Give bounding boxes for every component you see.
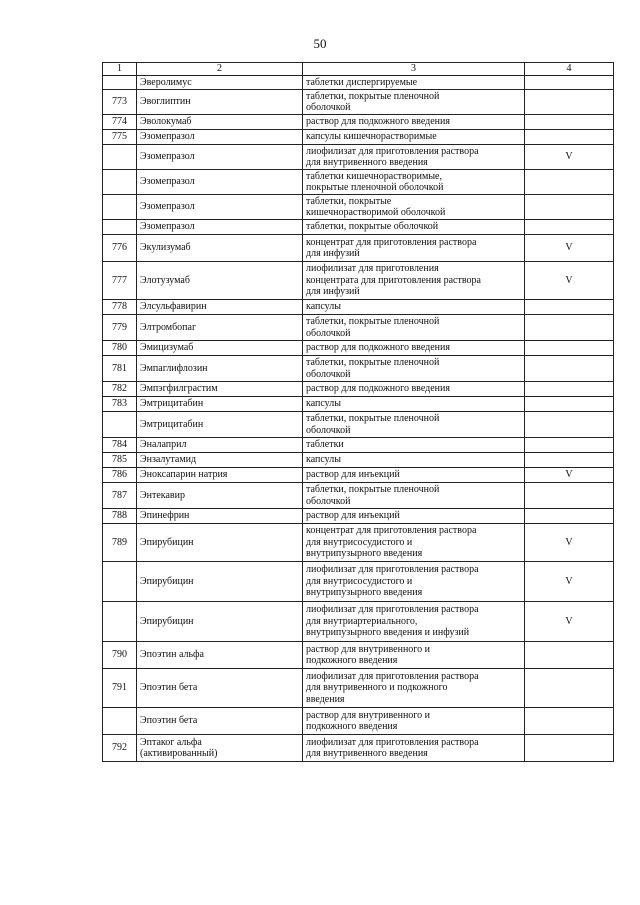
table-row [103,170,614,195]
vital-mark [525,195,614,220]
dosage-form: раствор для инъекций [303,468,525,483]
row-number: 785 [103,453,137,468]
dosage-form: концентрат для приготовления раствора для внутрисосудистого и внутрипузырного введения [303,524,525,562]
vital-mark: V [525,468,614,483]
vital-mark [525,130,614,145]
drug-name: Эпоэтин бета [137,669,303,708]
row-number: 781 [103,356,137,382]
drug-name: Эзомепразол [137,145,303,170]
dosage-form: лиофилизат для приготовления концентрата для приготовления раствора для инфузий [303,262,525,300]
dosage-form: лиофилизат для приготовления раствора для внутривенного и подкожного введения [303,669,525,708]
drug-name: Эпирубицин [137,562,303,602]
dosage-form: раствор для подкожного введения [303,341,525,356]
drug-name: Эзомепразол [137,220,303,235]
row-number [103,602,137,642]
table-row [103,315,614,341]
table-row [103,356,614,382]
drug-name: Эпоэтин бета [137,708,303,735]
row-number: 790 [103,642,137,669]
row-number: 783 [103,397,137,412]
row-number: 792 [103,735,137,762]
vital-mark [525,315,614,341]
dosage-form: таблетки, покрытые пленочной оболочкой [303,90,525,115]
drug-name: Эпинефрин [137,509,303,524]
table-row [103,509,614,524]
row-number [103,412,137,438]
vital-mark [525,341,614,356]
row-number [103,145,137,170]
vital-mark: V [525,602,614,642]
drug-name: Эптаког альфа (активированный) [137,735,303,762]
dosage-form: таблетки кишечнорастворимые, покрытые пленочной оболочкой [303,170,525,195]
row-number [103,708,137,735]
table-row [103,397,614,412]
table-row [103,300,614,315]
table-row [103,76,614,90]
row-number: 787 [103,483,137,509]
table-row [103,130,614,145]
vital-mark [525,642,614,669]
drug-table [102,62,614,762]
dosage-form: таблетки, покрытые кишечнорастворимой оболочкой [303,195,525,220]
vital-mark [525,115,614,130]
vital-mark: V [525,262,614,300]
row-number: 779 [103,315,137,341]
vital-mark [525,412,614,438]
dosage-form: таблетки, покрытые пленочной оболочкой [303,412,525,438]
dosage-form: таблетки, покрытые пленочной оболочкой [303,483,525,509]
vital-mark [525,170,614,195]
vital-mark: V [525,145,614,170]
dosage-form: капсулы кишечнорастворимые [303,130,525,145]
dosage-form: концентрат для приготовления раствора для инфузий [303,235,525,262]
drug-name: Эзомепразол [137,130,303,145]
vital-mark [525,76,614,90]
drug-name: Эмтрицитабин [137,412,303,438]
table-row [103,438,614,453]
row-number [103,195,137,220]
table-row [103,642,614,669]
row-number: 774 [103,115,137,130]
table-row [103,90,614,115]
row-number: 788 [103,509,137,524]
table-row [103,524,614,562]
vital-mark [525,397,614,412]
drug-name: Энзалутамид [137,453,303,468]
dosage-form: таблетки [303,438,525,453]
vital-mark: V [525,235,614,262]
table-row [103,735,614,762]
drug-name: Эверолимус [137,76,303,90]
drug-name: Эналаприл [137,438,303,453]
row-number [103,220,137,235]
vital-mark [525,438,614,453]
dosage-form: таблетки диспергируемые [303,76,525,90]
row-number: 784 [103,438,137,453]
table-header-row [103,63,614,76]
dosage-form: лиофилизат для приготовления раствора для внутрисосудистого и внутрипузырного введения [303,562,525,602]
row-number: 789 [103,524,137,562]
drug-name: Эмтрицитабин [137,397,303,412]
dosage-form: раствор для подкожного введения [303,115,525,130]
drug-name: Элтромбопаг [137,315,303,341]
drug-name: Эпоэтин альфа [137,642,303,669]
table-row [103,468,614,483]
row-number: 773 [103,90,137,115]
drug-name: Эмпэгфилграстим [137,382,303,397]
table-row [103,602,614,642]
dosage-form: таблетки, покрытые пленочной оболочкой [303,356,525,382]
row-number [103,76,137,90]
dosage-form: таблетки, покрытые оболочкой [303,220,525,235]
drug-name: Экулизумаб [137,235,303,262]
row-number: 778 [103,300,137,315]
dosage-form: таблетки, покрытые пленочной оболочкой [303,315,525,341]
table-row [103,708,614,735]
drug-name: Энтекавир [137,483,303,509]
column-header-1: 1 [103,63,137,76]
vital-mark [525,356,614,382]
row-number [103,562,137,602]
dosage-form: раствор для подкожного введения [303,382,525,397]
row-number [103,170,137,195]
column-header-4: 4 [525,63,614,76]
vital-mark [525,453,614,468]
row-number: 780 [103,341,137,356]
drug-name: Эзомепразол [137,195,303,220]
column-header-2: 2 [137,63,303,76]
dosage-form: капсулы [303,453,525,468]
vital-mark [525,90,614,115]
drug-name: Эноксапарин натрия [137,468,303,483]
dosage-form: капсулы [303,300,525,315]
table-row [103,483,614,509]
dosage-form: раствор для инъекций [303,509,525,524]
dosage-form: капсулы [303,397,525,412]
column-header-3: 3 [303,63,525,76]
vital-mark: V [525,562,614,602]
drug-name: Эпирубицин [137,602,303,642]
table-row [103,669,614,708]
table-row [103,412,614,438]
vital-mark [525,509,614,524]
page-number: 50 [313,36,327,51]
row-number: 775 [103,130,137,145]
table-row [103,562,614,602]
drug-name: Эвоглиптин [137,90,303,115]
vital-mark: V [525,524,614,562]
table-row [103,145,614,170]
row-number: 782 [103,382,137,397]
table-row [103,235,614,262]
drug-name: Эпирубицин [137,524,303,562]
drug-name: Эволокумаб [137,115,303,130]
table-row [103,341,614,356]
table-row [103,262,614,300]
table-row [103,453,614,468]
vital-mark [525,220,614,235]
row-number: 791 [103,669,137,708]
dosage-form: лиофилизат для приготовления раствора для внутриартериального, внутрипузырного введения и инфузий [303,602,525,642]
drug-name: Элсульфавирин [137,300,303,315]
table-row [103,115,614,130]
dosage-form: лиофилизат для приготовления раствора для внутривенного введения [303,145,525,170]
vital-mark [525,735,614,762]
vital-mark [525,708,614,735]
drug-name: Эзомепразол [137,170,303,195]
table-row [103,382,614,397]
drug-name: Эмпаглифлозин [137,356,303,382]
row-number: 786 [103,468,137,483]
vital-mark [525,300,614,315]
dosage-form: раствор для внутривенного и подкожного введения [303,708,525,735]
dosage-form: лиофилизат для приготовления раствора для внутривенного введения [303,735,525,762]
drug-name: Элотузумаб [137,262,303,300]
row-number: 777 [103,262,137,300]
row-number: 776 [103,235,137,262]
dosage-form: раствор для внутривенного и подкожного введения [303,642,525,669]
vital-mark [525,483,614,509]
table-row [103,195,614,220]
table-row [103,220,614,235]
vital-mark [525,669,614,708]
vital-mark [525,382,614,397]
drug-name: Эмицизумаб [137,341,303,356]
